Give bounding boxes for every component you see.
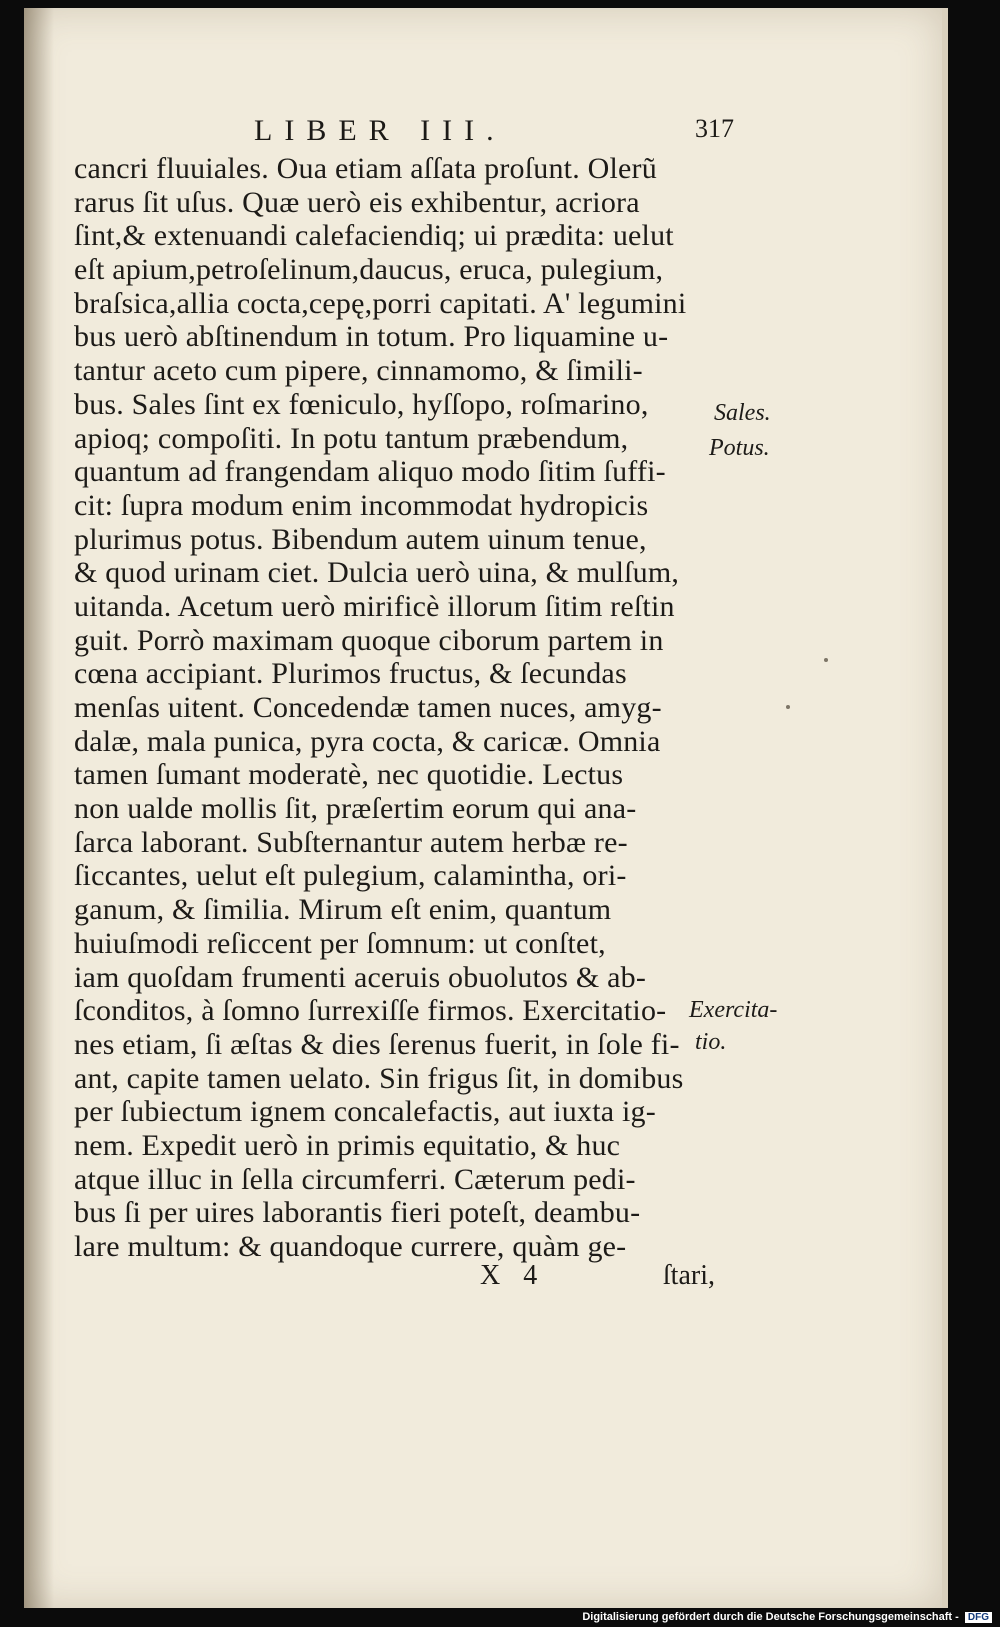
text-line: plurimus potus. Bibendum autem uinum tenue, [74, 522, 647, 556]
text-line: quantum ad frangendam aliquo modo ſitim ſuffi- [74, 455, 666, 489]
text-line: cancri fluuiales. Oua etiam aſſata proſunt. Olerũ [74, 152, 657, 185]
text-line: cit: ſupra modum enim incommodat hydropicis [74, 488, 649, 522]
text-line: iam quoſdam frumenti aceruis obuolutos & ab- [74, 960, 647, 994]
marginal-note-exercitatio-line2: tio. [695, 1029, 727, 1055]
body-text [74, 152, 714, 1264]
text-line: nem. Expedit uerò in primis equitatio, & huc [74, 1128, 621, 1162]
text-line: ganum, & ſimilia. Mirum eſt enim, quantum [74, 893, 612, 927]
running-header [254, 114, 734, 150]
marginal-note-exercitatio-line1: Exercita- [689, 997, 778, 1023]
marginal-note-sales: Sales. [714, 400, 771, 426]
text-line: menſas uitent. Concedendæ tamen nuces, amyg- [74, 691, 662, 724]
text-line: apioq; compoſiti. In potu tantum præbendum, [74, 421, 629, 455]
text-line: & quod urinam ciet. Dulcia uerò uina, & mulſum, [74, 556, 680, 590]
digitization-footer [582, 1611, 992, 1623]
text-line: dalæ, mala punica, pyra cocta, & caricæ. Omnia [74, 724, 661, 758]
text-line: tantur aceto cum pipere, cinnamomo, & ſimili- [74, 354, 643, 388]
text-line: lare multum: & quandoque currere, quàm ge- [74, 1230, 627, 1263]
paper-speck [786, 705, 790, 709]
text-line: bus ſi per uires laborantis fieri poteſt, deambu- [74, 1196, 641, 1230]
page-gutter-shadow [24, 8, 54, 1608]
text-line: non ualde mollis ſit, præſertim eorum qui ana- [74, 792, 637, 826]
text-line: bus uerò abſtinendum in totum. Pro liquamine u- [74, 320, 669, 354]
text-line: eſt apium,petroſelinum,daucus, eruca, pulegium, [74, 253, 664, 287]
text-line: cœna accipiant. Plurimos fructus, & ſecundas [74, 657, 627, 691]
page-number: 317 [695, 114, 734, 143]
paper-speck [824, 658, 828, 662]
text-line: rarus ſit uſus. Quæ uerò eis exhibentur, acriora [74, 185, 640, 219]
text-line: ſarca laborant. Subſternantur autem herbæ re- [74, 825, 628, 859]
catchline [480, 1260, 715, 1294]
text-line: per ſubiectum ignem concalefactis, aut iuxta ig- [74, 1095, 656, 1129]
dfg-logo-icon: DFG [965, 1612, 992, 1623]
text-line: ſiccantes, uelut eſt pulegium, calamintha, ori- [74, 859, 627, 893]
text-line: ant, capite tamen uelato. Sin frigus ſit, in domibus [74, 1061, 684, 1095]
text-line: atque illuc in ſella circumferri. Cæterum pedi- [74, 1162, 636, 1196]
text-line: huiuſmodi reſiccent per ſomnum: ut conſtet, [74, 926, 606, 960]
text-line: guit. Porrò maximam quoque ciborum partem in [74, 623, 664, 657]
text-line: nes etiam, ſi æſtas & dies ſerenus fuerit, in ſole fi- [74, 1027, 680, 1061]
text-line: ſconditos, à ſomno ſurrexiſſe firmos. Exercitatio- [74, 994, 667, 1028]
marginal-note-potus: Potus. [709, 435, 770, 461]
text-line: ſint,& extenuandi calefaciendiq; ui prædita: uelut [74, 219, 674, 253]
catchword: ſtari, [662, 1260, 715, 1291]
signature-mark: X 4 [480, 1260, 546, 1291]
running-title: LIBER III. [254, 114, 506, 147]
text-line: uitanda. Acetum uerò mirificè illorum ſitim reſtin [74, 589, 675, 623]
text-line: tamen ſumant moderatè, nec quotidie. Lectus [74, 758, 624, 792]
footer-text: Digitalisierung gefördert durch die Deutsche Forschungsgemeinschaft - [582, 1611, 959, 1623]
text-line: braſsica,allia cocta,cepę,porri capitati. A' legumini [74, 286, 687, 320]
book-page [24, 8, 948, 1608]
text-line: bus. Sales ſint ex fœniculo, hyſſopo, roſmarino, [74, 387, 649, 421]
